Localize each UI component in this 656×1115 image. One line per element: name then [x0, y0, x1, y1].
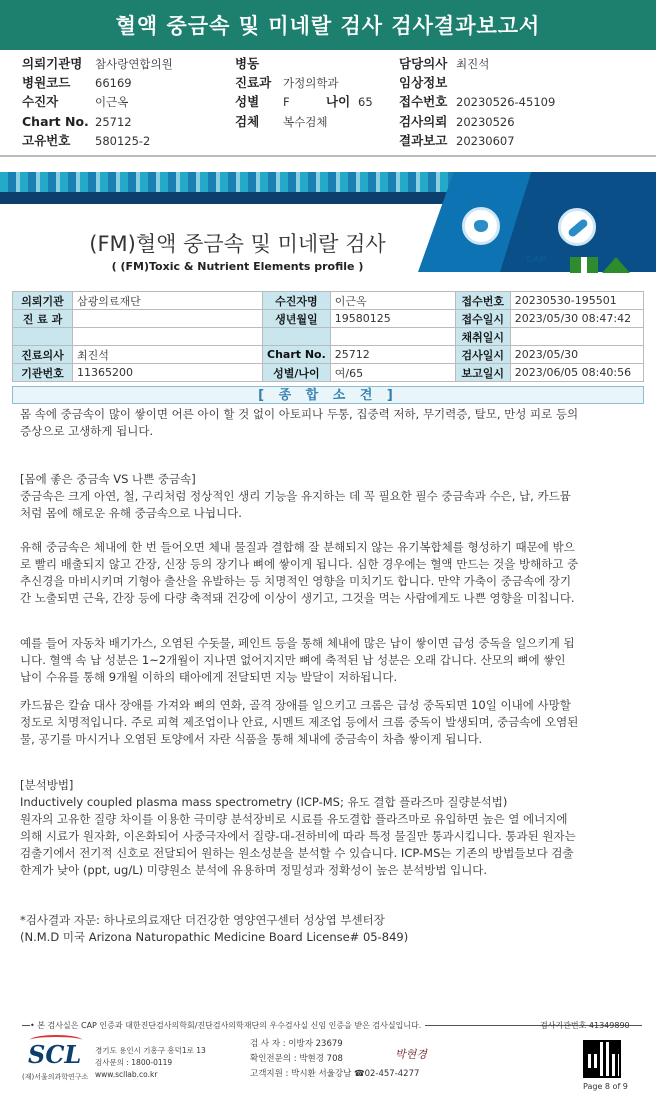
- header-label: 임상정보: [399, 75, 448, 90]
- signature: 박현경: [395, 1048, 427, 1061]
- table-label: 접수일시: [455, 310, 510, 328]
- report-subtitle: (FM)혈액 중금속 및 미네랄 검사: [89, 232, 386, 256]
- capsule-icon: [558, 208, 596, 246]
- table-value: [510, 328, 643, 346]
- table-value: 2023/05/30 08:47:42: [510, 310, 643, 328]
- header-label: 담당의사: [399, 56, 448, 71]
- table-value: 삼광의료재단: [73, 292, 263, 310]
- header-value: 580125-2: [95, 134, 151, 148]
- table-value: 2023/06/05 08:40:56: [510, 364, 643, 382]
- age-label: 나이: [326, 94, 351, 109]
- staff-info: [250, 1037, 419, 1082]
- table-value: 11365200: [73, 364, 263, 382]
- header-label: 접수번호: [399, 94, 448, 109]
- table-label: 진 료 과: [13, 310, 73, 328]
- table-label: 수진자명: [263, 292, 331, 310]
- table-label: 성별/나이: [263, 364, 331, 382]
- page-number: Page 8 of 9: [583, 1082, 628, 1091]
- header-label: 검사의뢰: [399, 114, 448, 129]
- table-value: 최진석: [73, 346, 263, 364]
- certification-note: • 본 검사실은 CAP 인증과 대한진단검사의학회/진단검사의학재단의 우수검사실 신임 인증을 받은 검사실입니다.: [30, 1020, 425, 1031]
- table-row: [13, 346, 644, 364]
- table-label: 채취일시: [455, 328, 510, 346]
- table-value: 25712: [330, 346, 455, 364]
- tester: 검 사 자 : 이방자 23679: [250, 1039, 343, 1049]
- table-row: [13, 310, 644, 328]
- paragraph: 유해 중금속은 체내에 한 번 들어오면 체내 물질과 결합해 잘 분해되지 않는 유기복합체를 형성하기 때문에 밖으로 빨리 배출되지 않고 간장, 신장 등의 장기나 뼈에 쌓이게 됩니다. 심한 경우에는 혈액 만드는 것을 방해하고 중추신경을 마비시키며 기형아 출산을 유발하는 등 치명적인 영향을 미치기도 합니다. 만약 가축이 중금속에 장기간 노출되면 근육, 간장 등에 다량 축적돼 건강에 이상이 생기고, 그것을 먹는 사람에게도 나쁜 영향을 미칩니다.: [20, 540, 579, 605]
- table-value: 2023/05/30: [510, 346, 643, 364]
- table-label: 보고일시: [455, 364, 510, 382]
- paragraph: 예를 들어 자동차 배기가스, 오염된 수돗물, 페인트 등을 통해 체내에 많은 납이 쌓이면 급성 중독을 일으키게 됩니다. 혈액 속 납 성분은 1~2개월이 지나면 없어지지만 뼈에 축적된 납 성분은 오래 갑니다. 산모의 뼈에 쌓인 납이 수유를 통해 9개월 이하의 태아에게 전달되면 지능 발달이 저하됩니다.: [20, 636, 575, 684]
- table-label: Chart No.: [263, 346, 331, 364]
- patient-info-table: [12, 291, 644, 382]
- certification-badge-icon: [570, 257, 598, 273]
- summary-heading: [ 종 합 소 견 ]: [12, 386, 644, 404]
- lab-code: 검사기관번호 41349890: [540, 1021, 630, 1030]
- header-label: 성별: [235, 94, 260, 109]
- table-value: 20230530-195501: [510, 292, 643, 310]
- header-label: Chart No.: [22, 114, 89, 129]
- customer-support: 고객지원 : 박시환 서울강남 ☎02-457-4277: [250, 1069, 420, 1079]
- divider: [0, 155, 656, 157]
- table-value: [73, 310, 263, 328]
- paragraph: 카드뮴은 칼슘 대사 장애를 가져와 뼈의 연화, 골격 장애를 일으키고 크롬은 급성 중독되면 10일 이내에 사망할 정도로 치명적입니다. 주로 피혁 제조업이나 안료, 시멘트 제조업 등에서 크롬 중독이 발생되며, 중금속에 오염된 물, 공기를 마시거나 오염된 토양에서 자란 식품을 통해 체내에 중금속이 차츰 쌓이게 됩니다.: [20, 698, 579, 746]
- header-value: 참사랑연합의원: [95, 57, 173, 71]
- header-label: 의뢰기관명: [22, 56, 83, 71]
- phone-line: 검사문의 : 1800-0119: [95, 1058, 173, 1067]
- header-value: 이근옥: [95, 95, 129, 109]
- header-label: 병동: [235, 56, 260, 71]
- table-value: [330, 328, 455, 346]
- report-english-title: ( (FM)Toxic & Nutrient Elements profile ): [111, 260, 364, 273]
- header-label: 진료과: [235, 75, 272, 90]
- table-label: 접수번호: [455, 292, 510, 310]
- table-row: [13, 328, 644, 346]
- scl-logo: SCL: [28, 1040, 82, 1069]
- table-value: 여/65: [330, 364, 455, 382]
- table-value: 이근옥: [330, 292, 455, 310]
- header-value: 최진석: [456, 57, 490, 71]
- lab-address: [95, 1045, 206, 1081]
- header-value: 20230607: [456, 134, 515, 148]
- header-value: 25712: [95, 115, 132, 129]
- paragraph: 몸 속에 중금속이 많이 쌓이면 어른 아이 할 것 없이 아토피나 두통, 집중력 저하, 무기력증, 탈모, 만성 피로 등의 증상으로 고생하게 됩니다.: [20, 407, 579, 438]
- header-label: 검체: [235, 114, 260, 129]
- table-row: [13, 364, 644, 382]
- table-label: 생년월일: [263, 310, 331, 328]
- header-label: 수진자: [22, 94, 59, 109]
- certification-logos: [520, 255, 640, 279]
- website-link[interactable]: www.scllab.co.kr: [95, 1070, 158, 1079]
- header-value: F: [283, 95, 290, 109]
- table-label: [263, 328, 331, 346]
- table-row: [13, 292, 644, 310]
- header-value: 20230526: [456, 115, 515, 129]
- mountain-logo-icon: [602, 257, 630, 273]
- header-value: 복수검체: [283, 115, 328, 129]
- advisory-note: *검사결과 자문: 하나로의료재단 더건강한 영양연구센터 성상엽 부센터장 (N.M.D 미국 Arizona Naturopathic Medicine Board License# 05-849): [20, 913, 409, 944]
- table-value: [73, 328, 263, 346]
- header-value: 20230526-45109: [456, 95, 556, 109]
- table-value: 19580125: [330, 310, 455, 328]
- table-label: 의뢰기관: [13, 292, 73, 310]
- header-label: 고유번호: [22, 133, 71, 148]
- analysis-method: [분석방법] Inductively coupled plasma mass spectrometry (ICP-MS; 유도 결합 플라즈마 질량분석법) 원자의 고유한 질량 차이를 이용한 극미량 분석장비로 시료를 유도결합 플라즈마로 유입하면 높은 열 에너지에 의해 시료가 원자화, 이온화되어 사중극자에서 질량-대-전하비에 따라 특정 물질만 통과시킵니다. 통과된 원자는 검출기에서 전기적 신호로 전달되어 원하는 원소성분을 분석할 수 있습니다. ICP-MS는 기존의 방법들보다 검출 한계가 낮아 (ppt, ug/L) 미량원소 분석에 유용하며 정밀성과 정확성이 높은 분석방법 입니다.: [20, 778, 576, 877]
- address-line: 경기도 용인시 기흥구 흥덕1로 13: [95, 1046, 206, 1055]
- paragraph: [몸에 좋은 중금속 VS 나쁜 중금속] 중금속은 크게 아연, 철, 구리처럼 정상적인 생리 기능을 유지하는 데 꼭 필요한 필수 중금속과 수은, 납, 카드뮴처럼 몸에 해로운 유해 중금속으로 나뉩니다.: [20, 472, 571, 520]
- cap-logo: CAP: [526, 255, 547, 265]
- table-label: 검사일시: [455, 346, 510, 364]
- qr-code-icon: [583, 1040, 621, 1078]
- table-label: 진료의사: [13, 346, 73, 364]
- age-value: 65: [358, 95, 373, 109]
- reviewer: 확인전문의 : 박현경 708: [250, 1054, 343, 1064]
- header-label: 병원코드: [22, 75, 71, 90]
- header-label: 결과보고: [399, 133, 448, 148]
- header-value: 66169: [95, 76, 132, 90]
- table-label: [13, 328, 73, 346]
- report-title: 혈액 중금속 및 미네랄 검사 검사결과보고서: [0, 0, 656, 50]
- lab-name: (재)서울의과학연구소: [22, 1073, 89, 1081]
- header-value: 가정의학과: [283, 76, 339, 90]
- table-label: 기관번호: [13, 364, 73, 382]
